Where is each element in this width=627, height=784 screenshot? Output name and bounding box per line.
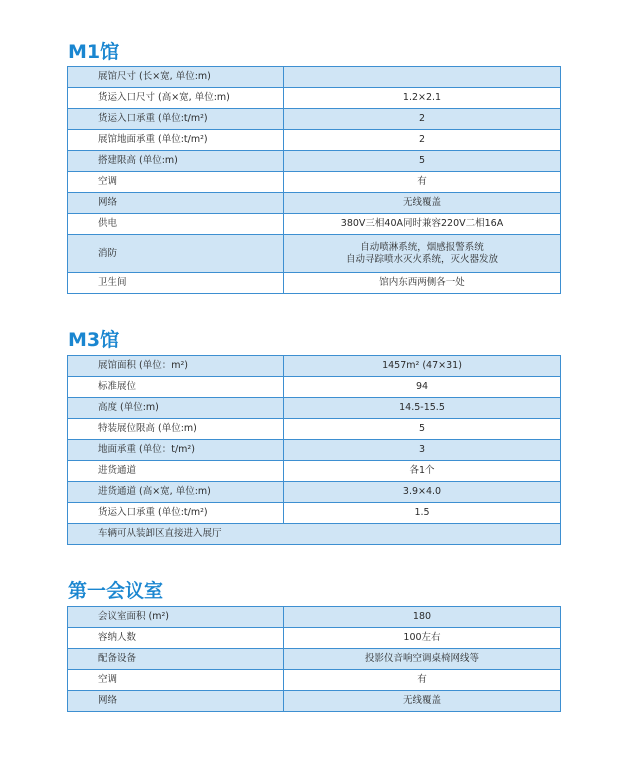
row-label: 空调 <box>68 172 284 193</box>
row-value: 180 <box>284 607 561 628</box>
m1-title: M1馆 <box>68 41 120 63</box>
row-value: 无线覆盖 <box>284 691 561 712</box>
table-row <box>68 419 561 440</box>
row-label: 网络 <box>68 193 284 214</box>
table-row <box>68 670 561 691</box>
row-label: 进货通道 <box>68 461 284 482</box>
table-row <box>68 398 561 419</box>
row-label: 容纳人数 <box>68 628 284 649</box>
row-label: 搭建限高 (单位:m) <box>68 151 284 172</box>
row-value: 1.2×2.1 <box>284 88 561 109</box>
row-label: 展馆尺寸 (长×宽, 单位:m) <box>68 67 284 88</box>
row-label: 会议室面积 (m²) <box>68 607 284 628</box>
m1-spec-table <box>67 66 561 294</box>
row-value: 380V三相40A同时兼容220V二相16A <box>284 214 561 235</box>
table-row <box>68 628 561 649</box>
table-row <box>68 88 561 109</box>
table-row <box>68 235 561 273</box>
table-row <box>68 649 561 670</box>
row-value: 2 <box>284 109 561 130</box>
row-label: 卫生间 <box>68 273 284 294</box>
row-label: 消防 <box>68 235 284 273</box>
table-row <box>68 67 561 88</box>
conf1-spec-table <box>67 606 561 712</box>
row-label: 进货通道 (高×宽, 单位:m) <box>68 482 284 503</box>
table-row <box>68 130 561 151</box>
row-label: 货运入口承重 (单位:t/m²) <box>68 503 284 524</box>
m3-title: M3馆 <box>68 329 120 351</box>
row-value: 14.5-15.5 <box>284 398 561 419</box>
table-row <box>68 440 561 461</box>
row-value: 馆内东西两侧各一处 <box>284 273 561 294</box>
table-row <box>68 356 561 377</box>
value-line: 自动喷淋系统，烟感报警系统 <box>360 241 484 253</box>
row-value: 无线覆盖 <box>284 193 561 214</box>
row-label: 展馆面积 (单位：m²) <box>68 356 284 377</box>
value-line: 自动寻踪喷水灭火系统，灭火器发放 <box>345 253 498 265</box>
row-value: 各1个 <box>284 461 561 482</box>
row-value <box>284 235 561 273</box>
row-label: 配备设备 <box>68 649 284 670</box>
row-value: 有 <box>284 670 561 691</box>
row-label: 展馆地面承重 (单位:t/m²) <box>68 130 284 151</box>
row-label: 空调 <box>68 670 284 691</box>
row-label: 货运入口承重 (单位:t/m²) <box>68 109 284 130</box>
m3-note: 车辆可从装卸区直接进入展厅 <box>68 524 561 545</box>
row-value: 5 <box>284 151 561 172</box>
row-label: 高度 (单位:m) <box>68 398 284 419</box>
table-row <box>68 691 561 712</box>
row-label: 标准展位 <box>68 377 284 398</box>
table-row <box>68 482 561 503</box>
row-value: 94 <box>284 377 561 398</box>
row-label: 网络 <box>68 691 284 712</box>
row-label: 供电 <box>68 214 284 235</box>
conf1-title: 第一会议室 <box>68 580 164 602</box>
row-label: 地面承重 (单位：t/m²) <box>68 440 284 461</box>
table-row <box>68 607 561 628</box>
table-row <box>68 524 561 545</box>
table-row <box>68 109 561 130</box>
row-value <box>284 67 561 88</box>
row-value: 3 <box>284 440 561 461</box>
table-row <box>68 214 561 235</box>
row-value: 1.5 <box>284 503 561 524</box>
table-row <box>68 503 561 524</box>
table-row <box>68 172 561 193</box>
table-row <box>68 151 561 172</box>
table-row <box>68 193 561 214</box>
row-value: 2 <box>284 130 561 151</box>
row-value: 5 <box>284 419 561 440</box>
m3-spec-table <box>67 355 561 545</box>
row-label: 特装展位限高 (单位:m) <box>68 419 284 440</box>
table-row <box>68 461 561 482</box>
row-value: 100左右 <box>284 628 561 649</box>
row-value: 投影仪音响空调桌椅网线等 <box>284 649 561 670</box>
row-label: 货运入口尺寸 (高×宽, 单位:m) <box>68 88 284 109</box>
table-row <box>68 273 561 294</box>
row-value: 3.9×4.0 <box>284 482 561 503</box>
row-value: 1457m² (47×31) <box>284 356 561 377</box>
row-value: 有 <box>284 172 561 193</box>
table-row <box>68 377 561 398</box>
